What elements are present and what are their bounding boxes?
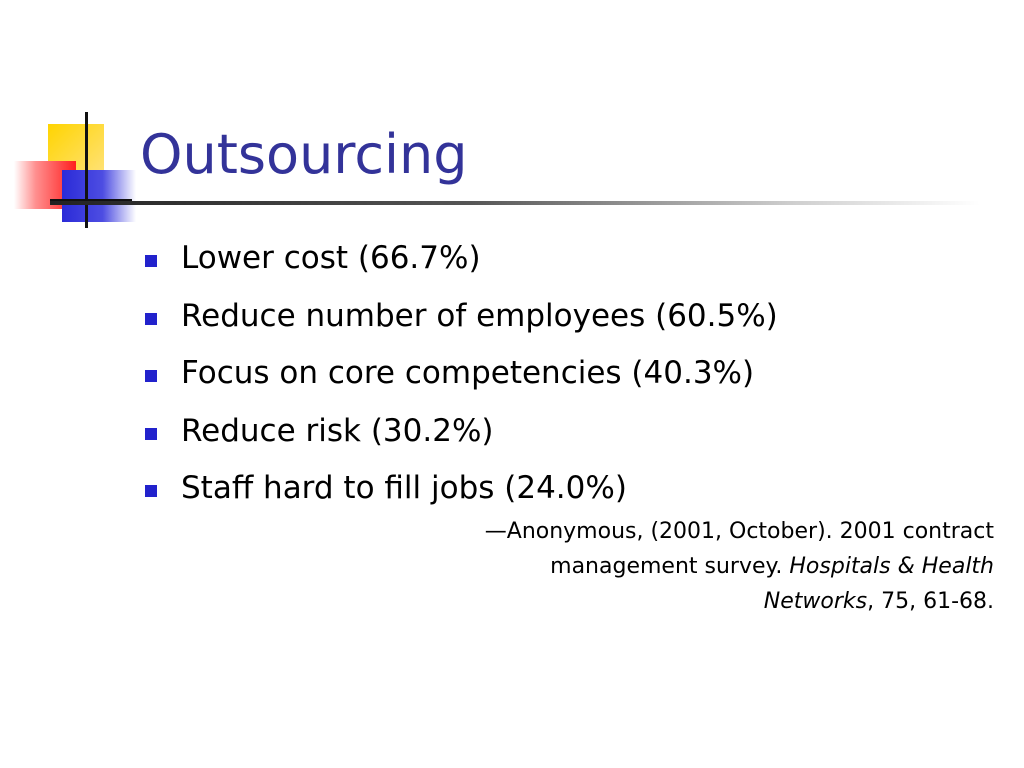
bullet-text: Reduce risk (30.2%) (181, 412, 494, 449)
title-underline (50, 201, 980, 205)
citation-line-1: —Anonymous, (2001, October). 2001 contract (484, 519, 994, 544)
square-bullet-icon (145, 485, 157, 497)
citation-plain-text: management survey. (550, 554, 790, 579)
square-bullet-icon (145, 370, 157, 382)
square-bullet-icon (145, 255, 157, 267)
citation (374, 514, 994, 619)
citation-journal-title-cont: Networks (763, 589, 868, 614)
bullet-text: Lower cost (66.7%) (181, 240, 481, 276)
bullet-text: Staff hard to fill jobs (24.0%) (181, 470, 627, 506)
logo-blue-square (62, 170, 136, 222)
citation-line-3 (374, 584, 994, 619)
bullet-text: Reduce number of employees (60.5%) (181, 297, 778, 334)
slide-title: Outsourcing (140, 123, 468, 186)
citation-line-2 (374, 549, 994, 584)
logo-vertical-line (85, 112, 88, 228)
bullet-text: Focus on core competencies (40.3%) (181, 355, 755, 391)
citation-volume-pages: , 75, 61-68. (867, 589, 994, 614)
citation-journal-title: Hospitals & Health (789, 554, 994, 579)
square-bullet-icon (145, 428, 157, 440)
square-bullet-icon (145, 313, 157, 325)
